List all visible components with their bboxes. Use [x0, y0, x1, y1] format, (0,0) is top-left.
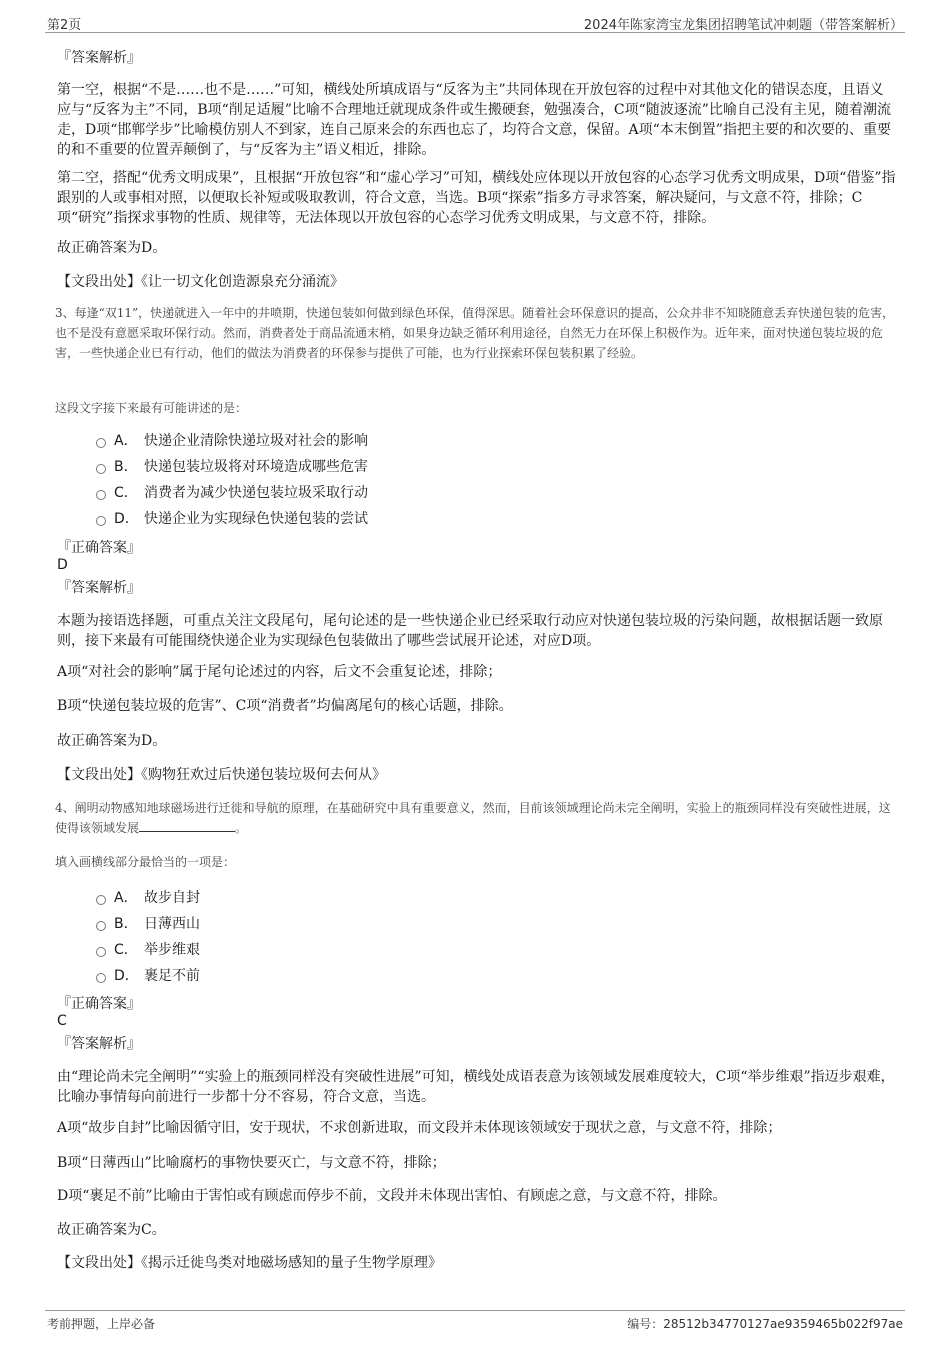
question-prompt: 填入画横线部分最恰当的一项是：: [55, 855, 236, 869]
radio-button[interactable]: [96, 973, 106, 983]
option-text: 举步维艰: [144, 942, 200, 958]
option-c[interactable]: C． 消费者为减少快递包装垃圾采取行动: [96, 483, 368, 503]
page-footer: [45, 1310, 905, 1331]
option-text: 裹足不前: [144, 968, 200, 984]
analysis-label: 『答案解析』: [57, 580, 141, 596]
analysis-paragraph: B项“日薄西山”比喻腐朽的事物快要灭亡，与文意不符，排除；: [57, 1155, 446, 1171]
analysis-paragraph: 第二空，搭配“优秀文明成果”，且根据“开放包容”和“虚心学习”可知，横线处应体现以开放包容的心态学习优秀文明成果，D项“借鉴”指跟别的人或事相对照，以便取长补短或吸取教训，符合文意，当选。B项“探索”指多方寻求答案，解决疑问，与文意不符，排除；C项“研究”指探求事物的性质、规律等，无法体现以开放包容的心态学习优秀文明成果，与文意不符，排除。: [57, 170, 896, 226]
option-text: 故步自封: [144, 890, 200, 906]
conclusion-text: 故正确答案为C。: [57, 1222, 166, 1238]
option-d[interactable]: D． 裹足不前: [96, 966, 200, 986]
footer-slogan: 考前押题，上岸必备: [47, 1317, 156, 1331]
question-stem: 4、阐明动物感知地球磁场进行迁徙和导航的原理，在基础研究中具有重要意义，然而，目前该领域理论尚未完全阐明，实验上的瓶颈同样没有突破性进展，这使得该领域发展 。: [55, 801, 891, 835]
analysis-label: 『答案解析』: [57, 50, 141, 66]
radio-button[interactable]: [96, 947, 106, 957]
correct-answer-label: 『正确答案』: [57, 996, 141, 1012]
source-citation: 【文段出处】《揭示迁徙鸟类对地磁场感知的量子生物学原理》: [57, 1255, 442, 1271]
option-text: 快递企业清除快递垃圾对社会的影响: [144, 433, 368, 449]
radio-button[interactable]: [96, 921, 106, 931]
correct-answer-label: 『正确答案』: [57, 540, 141, 556]
option-text: 日薄西山: [144, 916, 200, 932]
correct-answer: C: [57, 1013, 67, 1029]
page-header: [45, 10, 905, 33]
analysis-paragraph: 第一空，根据“不是……也不是……”可知，横线处所填成语与“反客为主”共同体现在开放包容的过程中对其他文化的错误态度，且语义应与“反客为主”不同，B项“削足适履”比喻不合理地迁就现成条件或生搬硬套，勉强凑合，C项“随波逐流”比喻自己没有主见，随着潮流走，D项“邯郸学步”比喻模仿别人不到家，连自己原来会的东西也忘了，均符合文意，保留。A项“本末倒置”指把主要的和次要的、重要的和不重要的位置弄颠倒了，与“反客为主”语义相近，排除。: [57, 82, 891, 158]
analysis-paragraph: B项“快递包装垃圾的危害”、C项“消费者”均偏离尾句的核心话题，排除。: [57, 698, 513, 714]
radio-button[interactable]: [96, 464, 106, 474]
option-b[interactable]: B． 日薄西山: [96, 914, 200, 934]
analysis-paragraph: A项“对社会的影响”属于尾句论述过的内容，后文不会重复论述，排除；: [57, 664, 502, 680]
radio-button[interactable]: [96, 490, 106, 500]
conclusion-text: 故正确答案为D。: [57, 240, 167, 256]
conclusion-text: 故正确答案为D。: [57, 733, 167, 749]
question-prompt: 这段文字接下来最有可能讲述的是：: [55, 401, 248, 415]
option-d[interactable]: D． 快递企业为实现绿色快递包装的尝试: [96, 509, 368, 529]
option-text: 消费者为减少快递包装垃圾采取行动: [144, 485, 368, 501]
analysis-paragraph: 由“理论尚未完全阐明”“实验上的瓶颈同样没有突破性进展”可知，横线处成语表意为该领域发展难度较大，C项“举步维艰”指迈步艰难，比喻办事情每向前进行一步都十分不容易，符合文意，当选。: [57, 1069, 895, 1105]
answer-blank: [139, 819, 235, 832]
analysis-label: 『答案解析』: [57, 1036, 141, 1052]
option-text: 快递企业为实现绿色快递包装的尝试: [144, 511, 368, 527]
analysis-paragraph: 本题为接语选择题，可重点关注文段尾句，尾句论述的是一些快递企业已经采取行动应对快递包装垃圾的污染问题，故根据话题一致原则，接下来最有可能围绕快递企业为实现绿色包装做出了哪些尝试展开论述，对应D项。: [57, 613, 883, 649]
question-stem: 3、每逢“双11”，快递就进入一年中的井喷期，快递包装如何做到绿色环保，值得深思。随着社会环保意识的提高，公众并非不知晓随意丢弃快递包装的危害，也不是没有意愿采取环保行动。然而，消费者处于商品流通末梢，如果身边缺乏循环利用途径，自然无力在环保上积极作为。近年来，面对快递包装垃圾的危害，一些快递企业已有行动，他们的做法为消费者的环保参与提供了可能，也为行业探索环保包装积累了经验。: [55, 306, 895, 360]
source-citation: 【文段出处】《让一切文化创造源泉充分涌流》: [57, 274, 344, 290]
radio-button[interactable]: [96, 895, 106, 905]
correct-answer: D: [57, 557, 68, 573]
analysis-paragraph: A项“故步自封”比喻因循守旧，安于现状，不求创新进取，而文段并未体现该领域安于现状之意，与文意不符，排除；: [57, 1120, 782, 1136]
option-text: 快递包装垃圾将对环境造成哪些危害: [144, 459, 368, 475]
page-number: 第2页: [47, 18, 82, 33]
option-a[interactable]: A． 故步自封: [96, 888, 200, 908]
analysis-paragraph: D项“裹足不前”比喻由于害怕或有顾虑而停步不前，文段并未体现出害怕、有顾虑之意，与文意不符，排除。: [57, 1188, 727, 1204]
option-b[interactable]: B． 快递包装垃圾将对环境造成哪些危害: [96, 457, 368, 477]
source-citation: 【文段出处】《购物狂欢过后快递包装垃圾何去何从》: [57, 767, 386, 783]
radio-button[interactable]: [96, 438, 106, 448]
document-title: 2024年陈家湾宝龙集团招聘笔试冲刺题（带答案解析）: [583, 18, 903, 33]
option-a[interactable]: A． 快递企业清除快递垃圾对社会的影响: [96, 431, 368, 451]
option-c[interactable]: C． 举步维艰: [96, 940, 200, 960]
document-code: 编号：28512b34770127ae9359465b022f97ae: [627, 1317, 903, 1331]
radio-button[interactable]: [96, 516, 106, 526]
